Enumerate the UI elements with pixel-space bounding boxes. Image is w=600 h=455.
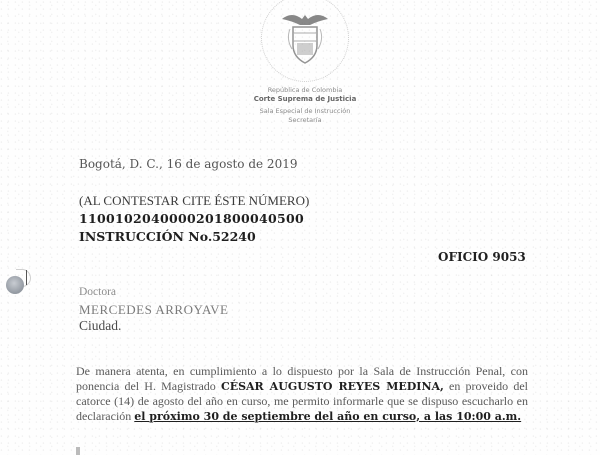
hearing-date: el próximo 30 de septiembre del año en curso, a las 10:00 a.m. <box>134 409 522 423</box>
header-country: República de Colombia <box>267 86 343 94</box>
place-date: Bogotá, D. C., 16 de agosto de 2019 <box>79 157 298 171</box>
salutation: Doctora <box>79 286 117 298</box>
cite-notice: (AL CONTESTAR CITE ÉSTE NÚMERO) <box>79 193 310 208</box>
punch-hole-line <box>26 270 27 285</box>
case-number: 11001020400002018000405​00 <box>79 211 304 226</box>
magistrate-name: CÉSAR AUGUSTO REYES MEDINA, <box>220 379 444 393</box>
letterhead <box>240 0 370 125</box>
oficio-number: OFICIO 9053 <box>438 250 526 264</box>
header-court: Corte Suprema de Justicia <box>253 95 357 103</box>
body-paragraph <box>76 364 528 424</box>
body-text-middle: en proveido del catorce (14) de agosto del año en curso, me permito informarle que se dispuso escucharlo en declaración <box>76 378 528 423</box>
punch-hole-icon <box>6 276 24 294</box>
recipient-city: Ciudad. <box>79 318 122 333</box>
header-chamber: Sala Especial de Instrucción <box>259 107 351 115</box>
coat-of-arms-icon <box>280 9 330 67</box>
recipient-name: MERCEDES ARROYAVE <box>79 302 229 317</box>
cut-off-text <box>76 447 80 455</box>
court-seal <box>261 0 349 82</box>
instruction-number: INSTRUCCIÓN No.52240 <box>79 229 256 244</box>
body-text-intro: De manera atenta, en cumplimiento a lo dispuesto por la Sala de Instrucción Penal, con ponencia del H. Magistrado <box>76 364 528 393</box>
header-office: Secretaría <box>288 116 322 124</box>
